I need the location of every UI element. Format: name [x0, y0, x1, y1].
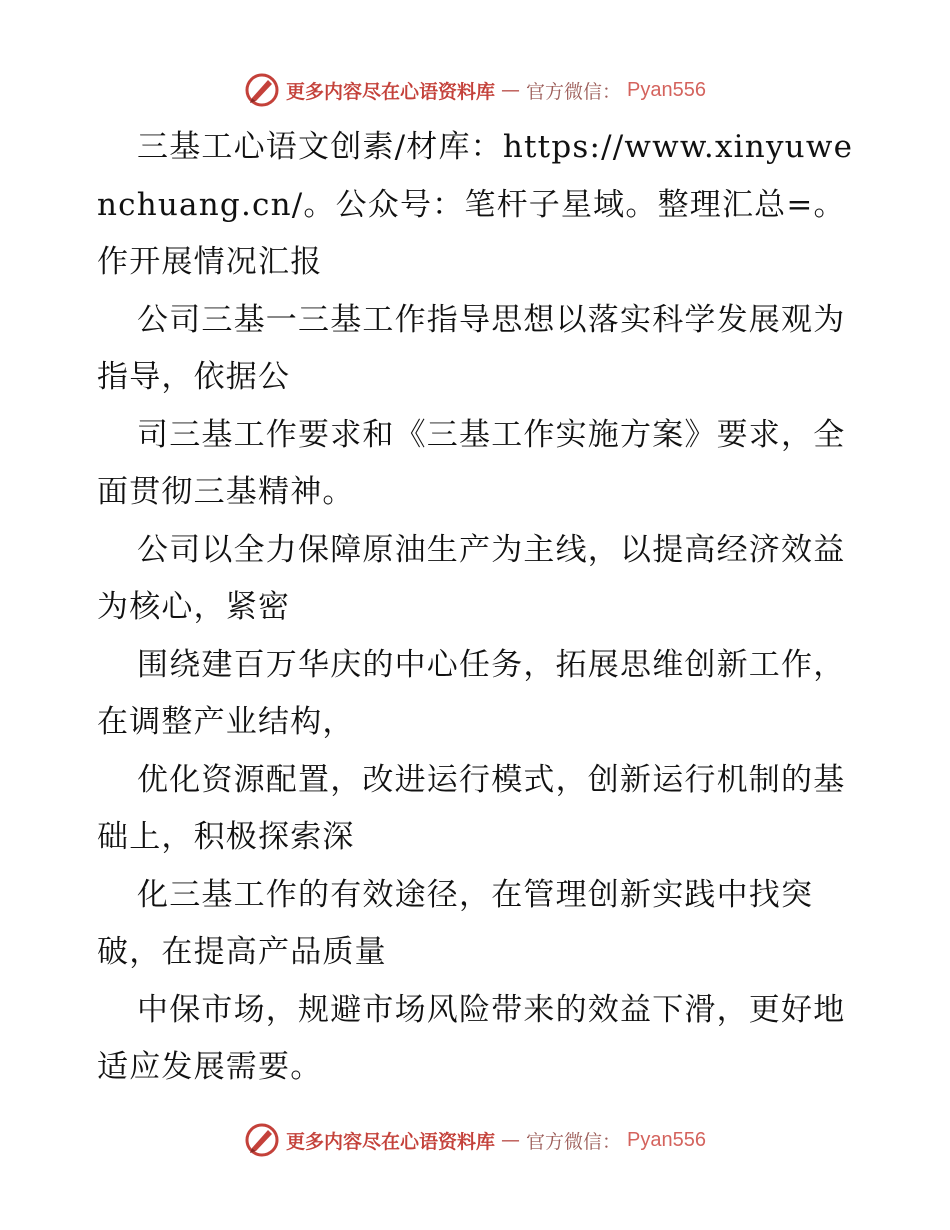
banner-main-text: 更多内容尽在心语资料库 — [286, 1130, 496, 1153]
footer-watermark-banner — [0, 1118, 950, 1162]
pen-circle-logo-icon — [244, 72, 280, 108]
banner-wechat-id: Pyan556 — [627, 1128, 706, 1151]
pen-circle-logo-icon — [244, 1122, 280, 1158]
banner-separator: — — [501, 1129, 521, 1151]
paragraph: 围绕建百万华庆的中心任务，拓展思维创新工作，在调整产业结构， — [97, 646, 846, 740]
paragraph: 三基工心语文创素/材库：https://www.xinyuwenchuang.cn/。公众号：笔杆子星域。整理汇总=。作开展情况汇报 — [97, 129, 854, 280]
document-body — [97, 119, 867, 1097]
banner-main-text: 更多内容尽在心语资料库 — [286, 80, 496, 103]
paragraph: 公司三基一三基工作指导思想以落实科学发展观为指导，依据公 — [97, 301, 846, 395]
paragraph: 优化资源配置，改进运行模式，创新运行机制的基础上，积极探索深 — [97, 761, 846, 855]
banner-official-label: 官方微信： — [526, 80, 622, 103]
banner-wechat-id: Pyan556 — [627, 78, 706, 101]
paragraph: 公司以全力保障原油生产为主线，以提高经济效益为核心，紧密 — [97, 531, 846, 625]
paragraph: 中保市场，规避市场风险带来的效益下滑，更好地适应发展需要。 — [97, 991, 846, 1085]
banner-separator: — — [501, 79, 521, 101]
paragraph: 司三基工作要求和《三基工作实施方案》要求，全面贯彻三基精神。 — [97, 416, 846, 510]
paragraph: 化三基工作的有效途径，在管理创新实践中找突破，在提高产品质量 — [97, 876, 814, 970]
header-watermark-banner — [0, 68, 950, 112]
banner-official-label: 官方微信： — [526, 1130, 622, 1153]
